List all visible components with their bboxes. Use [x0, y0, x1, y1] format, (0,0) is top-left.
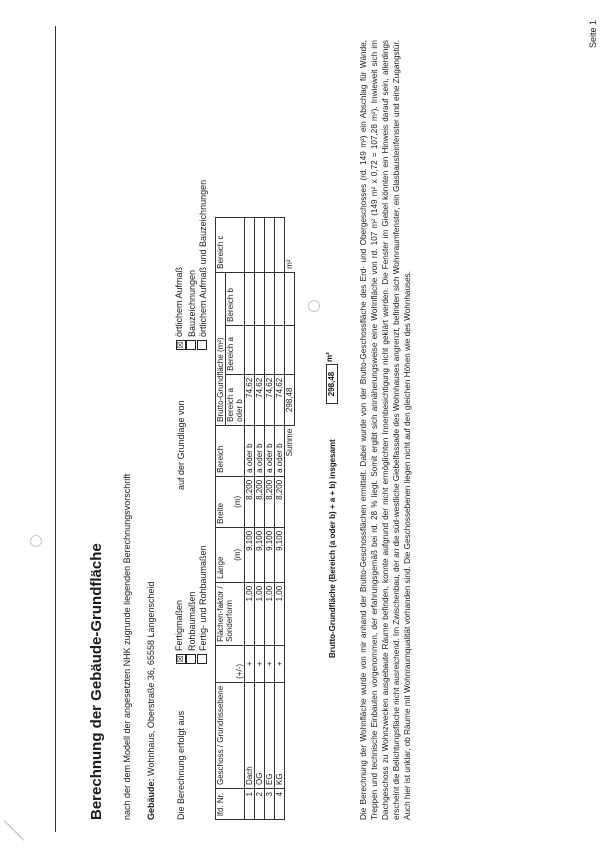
col-bereich: Bereich	[216, 425, 245, 476]
table-row: 3 EG + 1,00 9,100 8,200 a oder b 74,62	[265, 217, 275, 819]
page-title: Berechnung der Gebäude-Grundfläche	[88, 543, 105, 820]
col-bereich-a-oder-b: Bereich a oder b	[226, 374, 245, 425]
summe-unit: m²	[285, 259, 295, 269]
table-row: 1 Dach + 1,00 9,100 8,200 a oder b 74,62	[245, 217, 255, 819]
checkbox[interactable]: ☒	[176, 341, 185, 349]
scan-mark	[4, 820, 25, 841]
margin-rule	[55, 26, 56, 832]
rotated-document	[88, 30, 588, 820]
building-value: Wohnhaus, Oberstraße 36, 65558 Langenscheid	[146, 581, 156, 776]
grundlage-label: auf der Grundlage von	[176, 400, 186, 490]
checkbox[interactable]	[197, 654, 207, 664]
grundlage-option[interactable]: örtlichem Aufmaß und Bauzeichnungen	[197, 180, 208, 350]
col-nr: lfd. Nr.	[216, 789, 245, 820]
page-number: Seite 1	[588, 19, 598, 48]
checkbox[interactable]	[186, 340, 196, 350]
total-unit: m²	[325, 352, 334, 362]
grundlage-option[interactable]: ☒örtlichem Aufmaß	[174, 266, 185, 349]
col-bereich-b: Bereich b	[226, 272, 245, 325]
checkbox[interactable]: ☒	[176, 655, 185, 663]
basis-option[interactable]: Fertig- und Rohbaumaßen	[197, 545, 208, 664]
basis-label: Die Berechnung erfolgt aus	[176, 710, 186, 820]
summe-label: Summe	[285, 428, 295, 457]
punch-hole	[30, 535, 42, 547]
summe-value: 298,48	[285, 374, 295, 425]
area-table	[215, 217, 295, 820]
table-row: 4 KG + 1,00 9,100 8,200 a oder b 74,62	[275, 217, 285, 819]
total-label: Brutto-Grundfläche (Bereich (a oder b) + a + b) insgesamt	[328, 439, 337, 658]
building-label: Gebäude:	[146, 778, 156, 820]
table-row: 2 OG + 1,00 9,100 8,200 a oder b 74,62	[255, 217, 265, 819]
subtitle: nach der dem Modell der angesetzten NHK zugrunde liegenden Berechnungsvorschrift	[122, 473, 132, 820]
basis-options	[174, 545, 208, 664]
col-bereich-a: Bereich a	[226, 325, 245, 374]
col-geschoss: Geschoss / Grundrissebene	[216, 682, 245, 788]
checkbox[interactable]	[197, 340, 207, 350]
table-header-row	[216, 217, 226, 819]
col-laenge: Länge (m)	[216, 527, 245, 582]
total-value: 298,48	[326, 364, 338, 404]
explanation-paragraph: Die Berechnung der Wohnfläche wurde von mir anhand der Brutto-Geschossflächen ermittelt. Dabei wurde von der Brutto-Geschossfläche des Erd- und Obergeschosses (rd. 149 m²) ein Abschlag für Wände, Treppen und technische Einbauten vorgenommen, der erfahrungsgemäß bei rd. 28 % liegt. Somit ergibt sich annäherungsweise eine Wohnfläche von rd. 107 m² (149 m² x 0,72 = 107,28 m²). Inwieweit sich im Dachgeschoss zu Wohnzwecken ausgebaute Räume befinden, konnte aufgrund der nicht ermöglichten Innenbesichtigung nicht geklärt werden. Die Fenster im Giebel könnten ein Hinweis darauf sein, allerdings erscheint die Belichtungsfläche nicht ausreichend. Im Zwischenbau, der an die süd-westliche Giebelfassade des Wohnhauses angrenzt, befinden sich Wohnraumfenster, ein Glasbausteinfenster und eine Zugangstür. Auch hier ist unklar, ob Räume mit Wohnraumqualität vorhanden sind. Die Geschossebenen liegen nicht auf den gleichen Höhen wie des Wohnhauses.	[359, 40, 412, 820]
col-bgf: Brutto-Grundfläche (m²)	[216, 272, 226, 425]
grundlage-option[interactable]: Bauzeichnungen	[186, 180, 197, 350]
basis-option[interactable]: ☒Fertigmaßen	[174, 599, 185, 663]
col-sign: (+/-)	[216, 645, 245, 682]
col-bereich-c: Bereich c	[216, 217, 245, 272]
building-line	[146, 582, 156, 821]
checkbox[interactable]	[186, 654, 196, 664]
col-breite: Breite (m)	[216, 476, 245, 527]
col-faktor: Flächen-faktor / Sonderform	[216, 582, 245, 645]
summe-row	[285, 217, 295, 819]
basis-option[interactable]: Rohbaumaßen	[186, 545, 197, 664]
grundlage-options	[174, 180, 208, 350]
